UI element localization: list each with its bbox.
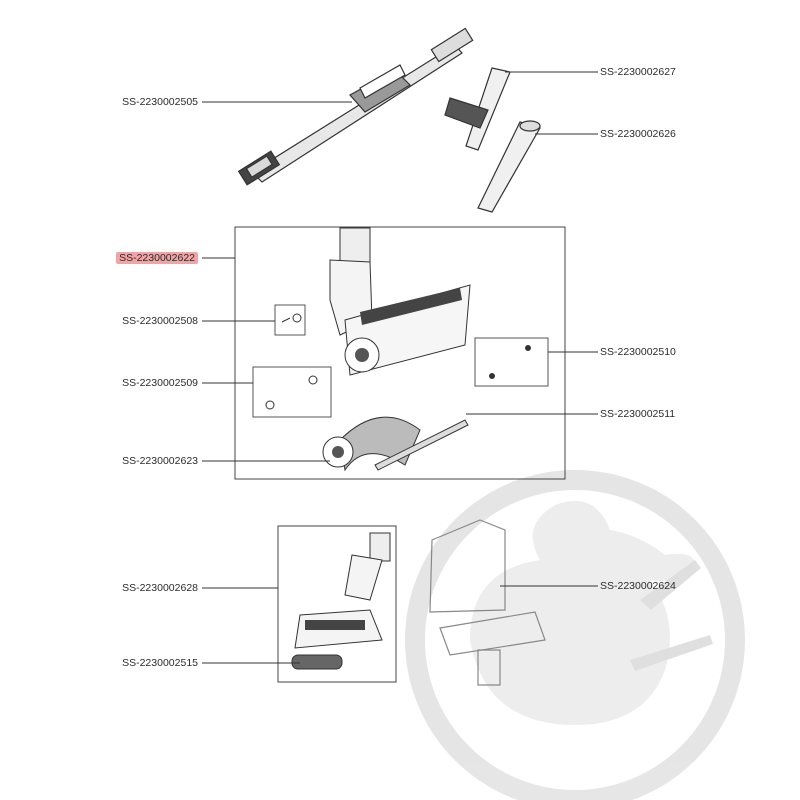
label-screws-right[interactable]: SS-2230002510: [600, 346, 676, 358]
label-crevice-tool-b[interactable]: SS-2230002626: [600, 128, 676, 140]
label-electro-brush[interactable]: [80, 252, 198, 264]
telescopic-tube-drawing: [239, 28, 473, 184]
mini-brush-box: [278, 526, 396, 682]
label-electro-brush-text[interactable]: SS-2230002622: [116, 252, 198, 264]
label-crevice-tool-a[interactable]: SS-2230002627: [600, 66, 676, 78]
crevice-tools-drawing: [445, 68, 540, 212]
label-wall-holder[interactable]: SS-2230002624: [600, 580, 676, 592]
label-mini-roller[interactable]: SS-2230002515: [122, 657, 198, 669]
label-screws-set[interactable]: SS-2230002509: [122, 377, 198, 389]
label-telescopic-tube[interactable]: SS-2230002505: [122, 96, 198, 108]
label-brush-roller[interactable]: SS-2230002623: [122, 455, 198, 467]
watermark-logo: [415, 480, 735, 800]
label-brush-strip[interactable]: SS-2230002511: [600, 408, 676, 420]
label-mini-brush[interactable]: SS-2230002628: [122, 582, 198, 594]
label-screws-small[interactable]: SS-2230002508: [122, 315, 198, 327]
electro-brush-box: [235, 227, 565, 479]
